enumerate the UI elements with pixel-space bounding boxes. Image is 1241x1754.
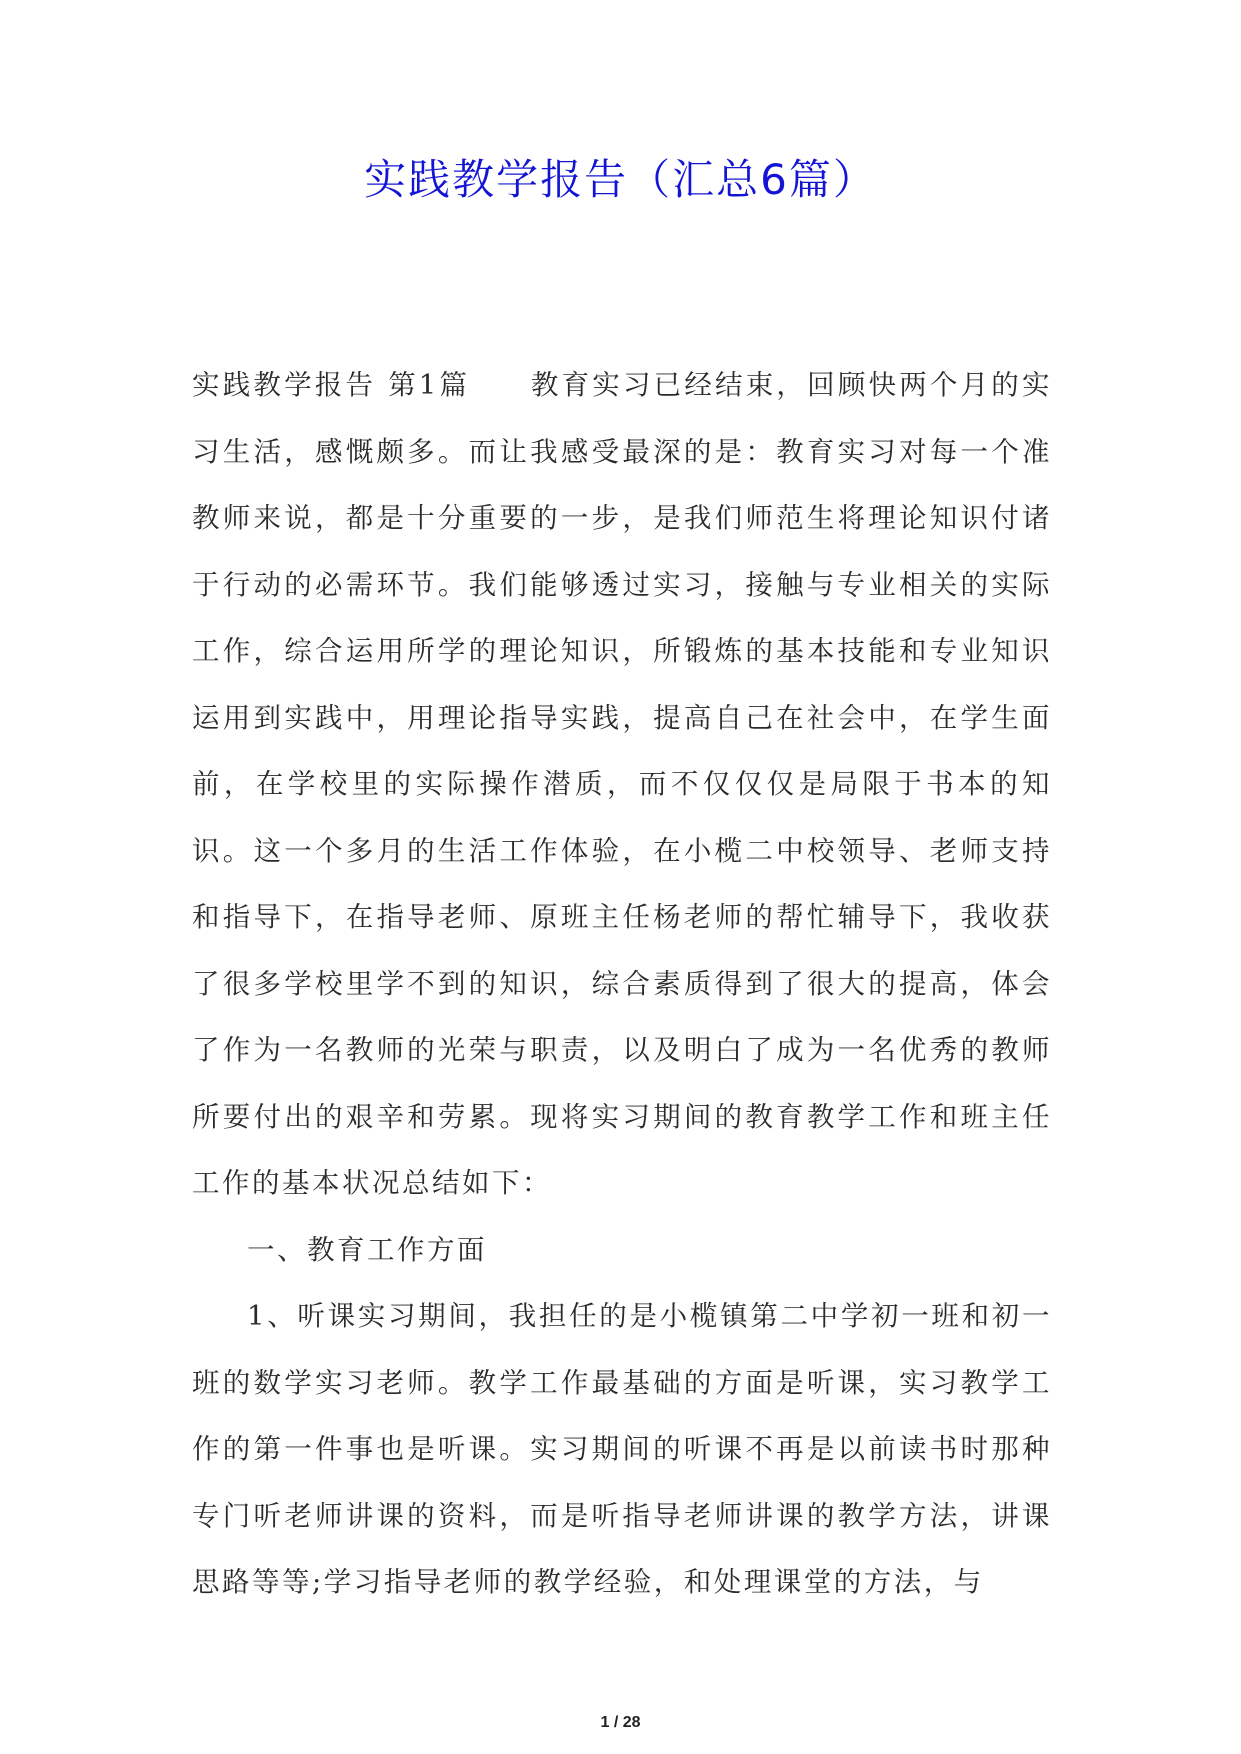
page-number: 1 / 28 (600, 1714, 641, 1731)
document-title: 实践教学报告（汇总6篇） (364, 155, 877, 204)
document-body (192, 352, 1052, 1616)
second-paragraph: 1、听课实习期间，我担任的是小榄镇第二中学初一班和初一班的数学实习老师。教学工作最基础的方面是听课，实习教学工作的第一件事也是听课。实习期间的听课不再是以前读书时那种专门听老师讲课的资料，而是听指导老师讲课的教学方法，讲课思路等等;学习指导老师的教学经验，和处理课堂的方法，与 (192, 1300, 1052, 1598)
first-paragraph (192, 352, 1052, 1217)
paragraph-1-text: 教育实习已经结束，回顾快两个月的实习生活，感慨颇多。而让我感受最深的是：教育实习对每一个准教师来说，都是十分重要的一步，是我们师范生将理论知识付诸于行动的必需环节。我们能够透过实习，接触与专业相关的实际工作，综合运用所学的理论知识，所锻炼的基本技能和专业知识运用到实践中，用理论指导实践，提高自己在社会中，在学生面前，在学校里的实际操作潜质，而不仅仅仅是局限于书本的知识。这一个多月的生活工作体验，在小榄二中校领导、老师支持和指导下，在指导老师、原班主任杨老师的帮忙辅导下，我收获了很多学校里学不到的知识，综合素质得到了很大的提高，体会了作为一名教师的光荣与职责，以及明白了成为一名优秀的教师所要付出的艰辛和劳累。现将实习期间的教育教学工作和班主任工作的基本状况总结如下： (192, 369, 1052, 1199)
section-label: 实践教学报告 第1篇 (192, 369, 471, 401)
section-heading: 一、教育工作方面 (247, 1233, 487, 1266)
